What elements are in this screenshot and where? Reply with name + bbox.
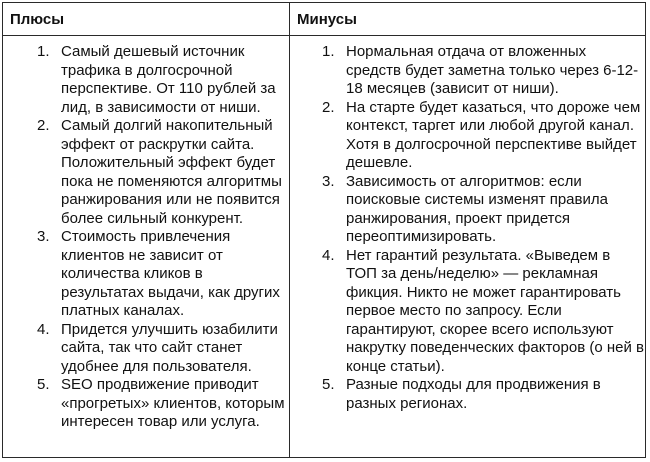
- column-divider: [289, 3, 290, 457]
- cons-item-number: 1.: [322, 43, 335, 60]
- cons-header: Минусы: [297, 11, 357, 28]
- pros-item-text: Самый дешевый источник трафика в долгосрочной перспективе. От 110 рублей за лид, в зависимости от ниши.: [61, 43, 276, 116]
- cons-item-1: [294, 43, 644, 99]
- pros-item-3: [7, 228, 287, 321]
- pros-item-number: 1.: [37, 43, 50, 60]
- cons-item-3: [294, 173, 644, 247]
- pros-header: Плюсы: [10, 11, 65, 28]
- cons-item-number: 5.: [322, 376, 335, 393]
- pros-item-number: 2.: [37, 117, 50, 134]
- cons-item-text: Нет гарантий результата. «Выведем в ТОП за день/неделю» — рекламная фикция. Никто не может гарантировать первое место по запросу. Если гарантируют, скорее всего используют накрутку поведенческих факторов (о ней в конце статьи).: [346, 246, 644, 375]
- cons-column: [294, 43, 644, 413]
- cons-item-number: 4.: [322, 246, 335, 264]
- pros-column: [7, 43, 287, 432]
- pros-item-text: Придется улучшить юзабилити сайта, так что сайт станет удобнее для пользователя.: [61, 320, 278, 375]
- cons-item-text: Зависимость от алгоритмов: если поисковые системы изменят правила ранжирования, проект придется переоптимизировать.: [346, 172, 608, 245]
- cons-item-number: 3.: [322, 172, 335, 190]
- cons-item-4: [294, 247, 644, 377]
- pros-item-number: 3.: [37, 228, 50, 245]
- pros-item-number: 5.: [37, 376, 50, 393]
- pros-item-number: 4.: [37, 320, 50, 338]
- pros-item-text: SEO продвижение приводит «прогретых» клиентов, которым интересен товар или услуга.: [61, 376, 285, 430]
- pros-item-text: Самый долгий накопительный эффект от раскрутки сайта. Положительный эффект будет пока не поменяются алгоритмы ранжирования или не появится более сильный конкурент.: [61, 117, 282, 227]
- pros-item-5: [7, 376, 287, 432]
- pros-item-1: [7, 43, 287, 117]
- header-divider: [3, 35, 645, 36]
- cons-item-5: [294, 376, 644, 413]
- cons-item-number: 2.: [322, 98, 335, 116]
- cons-item-2: [294, 99, 644, 173]
- cons-item-text: Разные подходы для продвижения в разных регионах.: [346, 376, 601, 412]
- pros-item-2: [7, 117, 287, 228]
- pros-item-4: [7, 321, 287, 377]
- cons-list: [294, 43, 644, 413]
- cons-item-text: На старте будет казаться, что дороже чем контекст, таргет или любой другой канал. Хотя в долгосрочной перспективе выйдет дешевле.: [346, 98, 641, 171]
- pros-cons-table: [2, 2, 646, 458]
- cons-item-text: Нормальная отдача от вложенных средств будет заметна только через 6-12-18 месяцев (зависит от ниши).: [346, 43, 639, 97]
- pros-list: [7, 43, 287, 432]
- pros-item-text: Стоимость привлечения клиентов не зависит от количества кликов в результатах выдачи, как других платных каналах.: [61, 228, 280, 319]
